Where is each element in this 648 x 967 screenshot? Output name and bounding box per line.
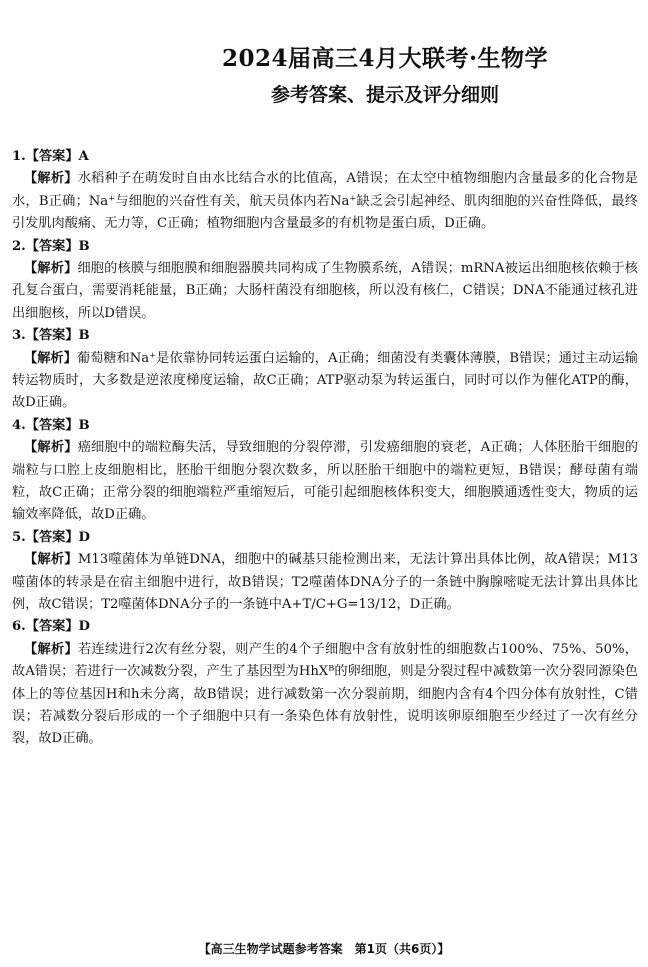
question-block [12,527,638,617]
analysis-label: 【解析】 [24,641,79,657]
answer-label: 【答案】 [25,238,79,254]
page-subtitle: 参考答案、提示及评分细则 [270,84,499,106]
explanation-text: 葡萄糖和Na⁺是依靠协同转运蛋白运输的，A正确；细菌没有类囊体薄膜，B错误；通过主动运输转运物质时，大多数是逆浓度梯度运输，故C正确；ATP驱动泵为转运蛋白，同时可以作为催化ATP的酶，故D正确。 [12,350,638,411]
explanation-text: M13噬菌体为单链DNA，细胞中的碱基只能检测出来，无法计算出具体比例，故A错误；M13噬菌体的转录是在宿主细胞中进行，故B错误；T2噬菌体DNA分子的一条链中胸腺嘧啶无法计算出具体比例，故C错误；T2噬菌体DNA分子的一条链中A+T/C+G=13/12，D正确。 [12,552,639,613]
explanation [12,168,638,235]
answer-label: 【答案】 [25,328,79,344]
answer-value: B [78,417,90,433]
answer-value: B [78,328,90,344]
page-title: 2024届高三4月大联考·生物学 [221,45,549,72]
answer-line [12,146,638,168]
answer-line [12,616,638,638]
answer-line [12,325,638,347]
question-block [12,616,638,750]
explanation [12,639,638,751]
answer-line [12,527,638,549]
analysis-label: 【解析】 [24,552,78,568]
explanation [12,258,638,325]
question-number: 3. [12,328,26,344]
answer-label: 【答案】 [25,417,79,433]
answer-label: 【答案】 [25,149,79,164]
answer-value: B [78,238,90,254]
explanation-text: 癌细胞中的端粒酶失活，导致细胞的分裂停滞，引发癌细胞的衰老，A正确；人体胚胎干细胞的端粒与口腔上皮细胞相比，胚胎干细胞分裂次数多，所以胚胎干细胞中的端粒更短，B错误；酵母菌有端粒，故C正确；正常分裂的细胞端粒严重缩短后，可能引起细胞核体积变大，细胞膜通透性变大，物质的运输效率降低，故D正确。 [12,440,638,523]
answer-line [12,415,638,437]
explanation [12,437,638,527]
answer-label: 【答案】 [25,619,79,635]
question-block [12,146,638,236]
page-footer: 【高三生物学试题参考答案 第1页（共6页）】 [198,942,450,956]
question-number: 6. [12,619,26,635]
answer-value: D [78,529,90,545]
answer-line [12,236,638,258]
analysis-label: 【解析】 [24,350,77,366]
explanation [12,549,638,616]
answer-value: A [78,149,89,164]
answer-value: D [78,619,90,635]
analysis-label: 【解析】 [24,171,78,187]
question-number: 2. [12,238,26,254]
analysis-label: 【解析】 [24,440,78,456]
explanation-text: 若连续进行2次有丝分裂，则产生的4个子细胞中含有放射性的细胞数占100%、75%、50%，故A错误；若进行一次减数分裂，产生了基因型为HhXᴮ的卵细胞，则是分裂过程中减数第一次分裂同源染色体上的等位基因H和h未分离，故B错误；进行减数第一次分裂前期，细胞内含有4个四分体有放射性，C错误；若减数分裂后形成的一个子细胞中只有一条染色体有放射性，说明该卵原细胞至少经过了一次有丝分裂，故D正确。 [12,641,638,747]
analysis-label: 【解析】 [24,261,78,276]
question-number: 4. [12,417,26,433]
explanation-text: 细胞的核膜与细胞膜和细胞器膜共同构成了生物膜系统，A错误；mRNA被运出细胞核依赖于核孔复合蛋白，需要消耗能量，B正确；大肠杆菌没有细胞核，所以没有核仁，C错误；DNA不能通过核孔进出细胞核，所以D错误。 [12,261,638,321]
question-block [12,415,638,527]
question-block [12,325,638,415]
question-number: 1. [12,149,26,164]
question-number: 5. [12,529,26,545]
question-block [12,236,638,326]
answer-label: 【答案】 [25,529,79,545]
explanation-text: 水稻种子在萌发时自由水比结合水的比值高，A错误；在太空中植物细胞内含量最多的化合物是水，B正确；Na⁺与细胞的兴奋性有关，航天员体内若Na⁺缺乏会引起神经、肌肉细胞的兴奋性降低，最终引发肌肉酸痛、无力等，C正确；植物细胞内含量最多的有机物是蛋白质，D正确。 [12,171,638,232]
answer-list [12,146,638,751]
explanation [12,348,638,415]
